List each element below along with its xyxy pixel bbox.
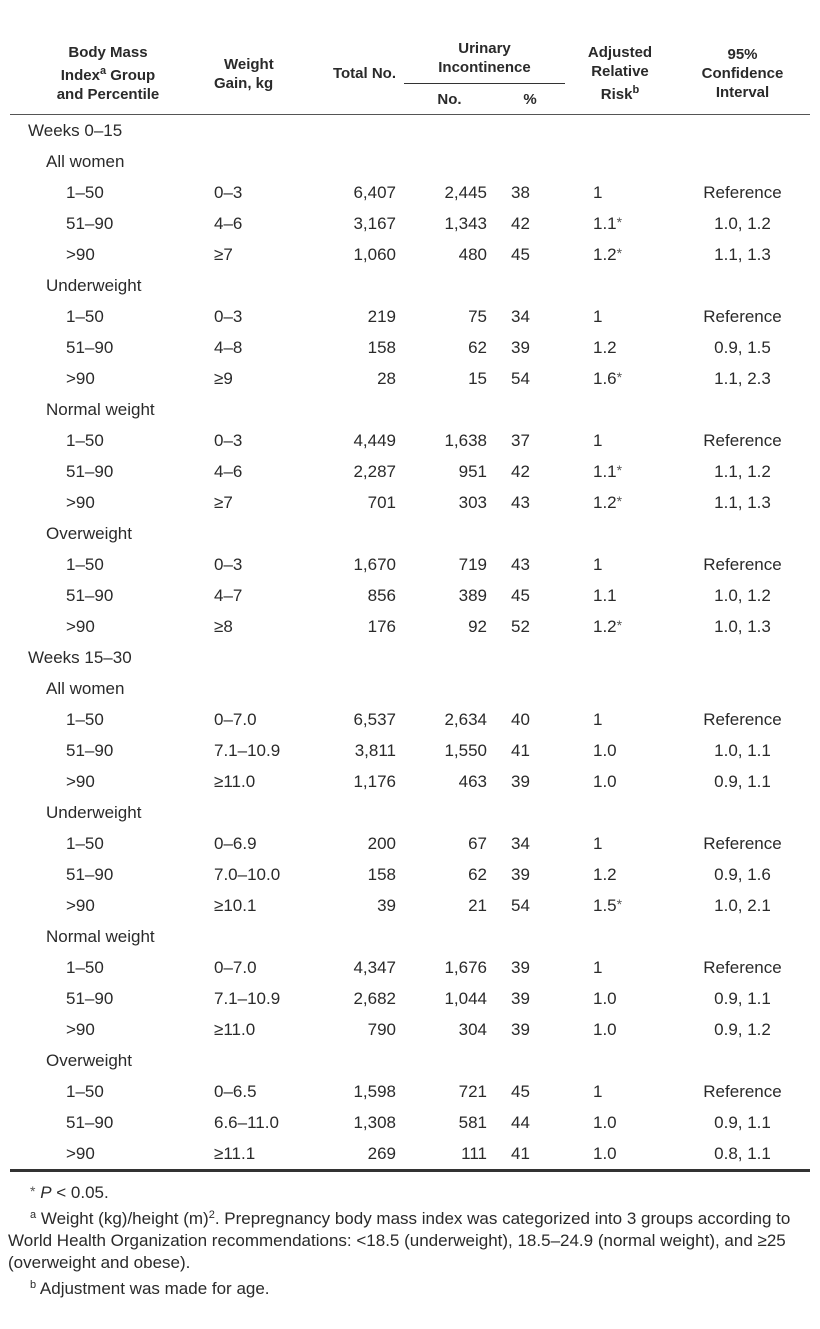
relative-risk-cell [565, 704, 675, 735]
relative-risk-value: 1.2 [593, 616, 617, 636]
table-body [10, 115, 810, 1171]
table-row [10, 983, 810, 1014]
relative-risk-cell [565, 611, 675, 642]
total-cell: 2,287 [353, 461, 396, 481]
header-confidence-interval [675, 33, 810, 115]
confidence-interval-cell: 1.0, 2.1 [714, 895, 771, 915]
percentile-cell: >90 [66, 895, 95, 915]
percentile-cell: >90 [66, 368, 95, 388]
group-label: All women [46, 151, 125, 171]
group-row [10, 394, 810, 425]
incontinence-no-cell: 1,343 [444, 213, 487, 233]
relative-risk-value: 1.2 [593, 337, 617, 357]
incontinence-no-cell: 463 [458, 771, 487, 791]
section-label: Weeks 0–15 [28, 120, 123, 140]
incontinence-no-cell: 951 [458, 461, 487, 481]
percentile-cell: >90 [66, 244, 95, 264]
total-cell: 1,670 [353, 554, 396, 574]
header-no-label: No. [437, 90, 462, 108]
footnote-a [8, 1204, 810, 1274]
total-cell: 176 [367, 616, 396, 636]
weight-gain-cell: 0–3 [214, 182, 243, 202]
weight-gain-cell: 4–6 [214, 213, 243, 233]
table-row [10, 952, 810, 983]
incontinence-no-cell: 1,044 [444, 988, 487, 1008]
table-row [10, 332, 810, 363]
weight-gain-cell: 0–6.9 [214, 833, 257, 853]
confidence-interval-cell: 1.0, 1.3 [714, 616, 771, 636]
group-label: Underweight [46, 275, 142, 295]
percentile-cell: 51–90 [66, 461, 114, 481]
weight-gain-cell: 4–6 [214, 461, 243, 481]
group-row [10, 146, 810, 177]
relative-risk-value: 1.6 [593, 368, 617, 388]
relative-risk-cell [565, 580, 675, 611]
incontinence-pct-cell: 39 [511, 988, 530, 1008]
percentile-cell: 51–90 [66, 585, 114, 605]
incontinence-pct-cell: 42 [511, 461, 530, 481]
incontinence-no-cell: 75 [468, 306, 487, 326]
confidence-interval-cell: Reference [703, 709, 782, 729]
group-row [10, 518, 810, 549]
confidence-interval-cell: Reference [703, 1081, 782, 1101]
total-cell: 6,407 [353, 182, 396, 202]
header-adj-line2: Relative [591, 63, 649, 80]
relative-risk-value: 1 [593, 554, 603, 574]
incontinence-no-cell: 62 [468, 337, 487, 357]
weight-gain-cell: 0–3 [214, 306, 243, 326]
header-bmi-group [10, 33, 206, 115]
percentile-cell: 1–50 [66, 833, 104, 853]
header-pct-label: % [523, 90, 537, 108]
table-row [10, 177, 810, 208]
total-cell: 1,060 [353, 244, 396, 264]
footnote-a-text1: Weight (kg)/height (m) [36, 1209, 209, 1228]
weight-gain-cell: ≥10.1 [214, 895, 257, 915]
confidence-interval-cell: 0.9, 1.1 [714, 1112, 771, 1132]
table-row [10, 301, 810, 332]
percentile-cell: 1–50 [66, 182, 104, 202]
data-table [10, 33, 810, 1172]
total-cell: 39 [377, 895, 396, 915]
incontinence-pct-cell: 39 [511, 337, 530, 357]
table-row [10, 1076, 810, 1107]
relative-risk-value: 1.1 [593, 213, 617, 233]
relative-risk-cell [565, 332, 675, 363]
footnote-a-text2: . Prepregnancy body mass index was categorized into 3 groups according to World Health Organization recommendations: <18.5 (underweight), 18.5–24.9 (normal weight), and ≥25 (overweight and obese). [8, 1209, 791, 1272]
relative-risk-value: 1.2 [593, 492, 617, 512]
table-row [10, 487, 810, 518]
incontinence-no-cell: 67 [468, 833, 487, 853]
incontinence-pct-cell: 52 [511, 616, 530, 636]
group-label: Underweight [46, 802, 142, 822]
weight-gain-cell: 4–7 [214, 585, 243, 605]
relative-risk-cell [565, 487, 675, 518]
relative-risk-cell [565, 859, 675, 890]
weight-gain-cell: 7.0–10.0 [214, 864, 281, 884]
header-weight-gain [206, 33, 294, 115]
group-row [10, 1045, 810, 1076]
header-ci-line3: Interval [715, 84, 770, 101]
relative-risk-cell [565, 735, 675, 766]
relative-risk-value: 1 [593, 182, 603, 202]
confidence-interval-cell: Reference [703, 833, 782, 853]
incontinence-pct-cell: 39 [511, 771, 530, 791]
incontinence-no-cell: 304 [458, 1019, 487, 1039]
incontinence-no-cell: 1,676 [444, 957, 487, 977]
table-row [10, 859, 810, 890]
percentile-cell: 51–90 [66, 864, 114, 884]
confidence-interval-cell: Reference [703, 182, 782, 202]
confidence-interval-cell: 1.0, 1.2 [714, 585, 771, 605]
incontinence-no-cell: 1,550 [444, 740, 487, 760]
table-row [10, 549, 810, 580]
header-ui-line1: Urinary [458, 40, 511, 57]
percentile-cell: >90 [66, 616, 95, 636]
relative-risk-cell [565, 425, 675, 456]
relative-risk-value: 1 [593, 1081, 603, 1101]
header-pct [495, 84, 565, 115]
footnote-star-text: < 0.05. [51, 1183, 109, 1202]
group-label: All women [46, 678, 125, 698]
group-label: Normal weight [46, 399, 155, 419]
header-bmi-line1: Body Mass [68, 44, 148, 61]
table-header [10, 33, 810, 115]
confidence-interval-cell: 1.0, 1.2 [714, 213, 771, 233]
significance-mark: * [616, 616, 623, 633]
header-wg-line1: Weight [224, 55, 274, 73]
weight-gain-cell: ≥11.0 [214, 1019, 256, 1039]
relative-risk-cell [565, 983, 675, 1014]
incontinence-pct-cell: 34 [511, 306, 530, 326]
total-cell: 3,167 [353, 213, 396, 233]
section-row [10, 642, 810, 673]
table-row [10, 828, 810, 859]
total-cell: 1,308 [353, 1112, 396, 1132]
percentile-cell: 51–90 [66, 337, 114, 357]
relative-risk-value: 1.0 [593, 1019, 617, 1039]
footnote-b-mark: b [30, 1279, 37, 1291]
footnote-a-sup2: 2 [208, 1209, 215, 1221]
incontinence-pct-cell: 41 [511, 740, 530, 760]
header-adjusted-relative-risk [565, 33, 675, 115]
header-bmi-line2b: Group [106, 67, 156, 84]
total-cell: 200 [367, 833, 396, 853]
confidence-interval-cell: Reference [703, 957, 782, 977]
table-row [10, 704, 810, 735]
table-row [10, 425, 810, 456]
confidence-interval-cell: 0.8, 1.1 [675, 1138, 810, 1171]
relative-risk-value: 1 [593, 709, 603, 729]
group-label: Overweight [46, 523, 132, 543]
percentile-cell: 51–90 [66, 1112, 114, 1132]
group-row [10, 270, 810, 301]
weight-gain-cell: ≥7 [214, 492, 233, 512]
relative-risk-cell [565, 456, 675, 487]
total-cell: 4,449 [353, 430, 396, 450]
weight-gain-cell: 6.6–11.0 [214, 1112, 279, 1132]
percentile-cell: 1–50 [66, 554, 104, 574]
weight-gain-cell: 0–3 [214, 430, 243, 450]
relative-risk-value: 1.1 [593, 585, 617, 605]
relative-risk-cell [565, 1076, 675, 1107]
header-adj-line3: Risk [600, 86, 633, 103]
incontinence-no-cell: 303 [458, 492, 487, 512]
header-adj-line1: Adjusted [587, 44, 653, 61]
total-cell: 6,537 [353, 709, 396, 729]
confidence-interval-cell: 0.9, 1.1 [714, 771, 771, 791]
total-cell: 1,176 [353, 771, 396, 791]
incontinence-no-cell: 92 [468, 616, 487, 636]
header-bmi-sup: a [99, 65, 107, 77]
incontinence-pct-cell: 38 [511, 182, 530, 202]
weight-gain-cell: 0–3 [214, 554, 243, 574]
table-row [10, 363, 810, 394]
group-row [10, 797, 810, 828]
total-cell: 3,811 [354, 740, 396, 760]
group-label: Normal weight [46, 926, 155, 946]
header-ci-line1: 95% [727, 46, 758, 63]
incontinence-pct-cell: 54 [511, 368, 530, 388]
confidence-interval-cell: 0.9, 1.1 [714, 988, 771, 1008]
percentile-cell: 51–90 [66, 213, 114, 233]
percentile-cell: >90 [10, 1138, 206, 1171]
incontinence-no-cell: 721 [458, 1081, 487, 1101]
relative-risk-value: 1.0 [593, 771, 617, 791]
incontinence-no-cell: 480 [458, 244, 487, 264]
weight-gain-cell: ≥8 [214, 616, 233, 636]
significance-mark: * [616, 368, 623, 385]
confidence-interval-cell: 1.1, 2.3 [714, 368, 771, 388]
percentile-cell: >90 [66, 1019, 95, 1039]
total-cell: 701 [367, 492, 396, 512]
group-label: Overweight [46, 1050, 132, 1070]
weight-gain-cell: 7.1–10.9 [214, 740, 281, 760]
incontinence-pct-cell: 39 [511, 864, 530, 884]
header-bmi-line2a: Index [60, 67, 100, 84]
incontinence-no-cell: 111 [404, 1138, 495, 1171]
table-row [10, 1107, 810, 1138]
footnotes [8, 1180, 810, 1300]
group-row [10, 921, 810, 952]
incontinence-no-cell: 2,445 [444, 182, 487, 202]
table-row [10, 239, 810, 270]
total-cell: 2,682 [353, 988, 396, 1008]
table-row [10, 766, 810, 797]
weight-gain-cell: 0–7.0 [214, 957, 257, 977]
incontinence-no-cell: 21 [468, 895, 487, 915]
incontinence-pct-cell: 44 [511, 1112, 530, 1132]
relative-risk-cell [565, 549, 675, 580]
incontinence-no-cell: 1,638 [444, 430, 487, 450]
incontinence-pct-cell: 41 [495, 1138, 565, 1171]
footnote-significance [30, 1180, 810, 1204]
relative-risk-value: 1.2 [593, 864, 617, 884]
total-cell: 219 [367, 306, 396, 326]
relative-risk-cell [565, 301, 675, 332]
relative-risk-value: 1.0 [593, 740, 617, 760]
total-cell: 790 [367, 1019, 396, 1039]
relative-risk-cell [565, 1138, 675, 1171]
incontinence-pct-cell: 39 [511, 1019, 530, 1039]
incontinence-pct-cell: 34 [511, 833, 530, 853]
footnote-b [30, 1274, 810, 1300]
incontinence-no-cell: 719 [458, 554, 487, 574]
relative-risk-cell [565, 1107, 675, 1138]
header-total [294, 33, 404, 115]
table-row [10, 735, 810, 766]
relative-risk-cell [565, 208, 675, 239]
header-ui-line2: Incontinence [438, 59, 531, 76]
significance-mark: * [616, 461, 623, 478]
relative-risk-cell [565, 1014, 675, 1045]
incontinence-pct-cell: 37 [511, 430, 530, 450]
incontinence-pct-cell: 54 [511, 895, 530, 915]
percentile-cell: >90 [66, 492, 95, 512]
significance-mark: * [616, 213, 623, 230]
relative-risk-value: 1.1 [593, 461, 617, 481]
incontinence-pct-cell: 45 [511, 1081, 530, 1101]
relative-risk-cell [565, 890, 675, 921]
incontinence-no-cell: 62 [468, 864, 487, 884]
confidence-interval-cell: 0.9, 1.2 [714, 1019, 771, 1039]
total-cell: 28 [377, 368, 396, 388]
relative-risk-value: 1.2 [593, 244, 617, 264]
footnote-b-text: Adjustment was made for age. [36, 1279, 270, 1298]
incontinence-no-cell: 2,634 [444, 709, 487, 729]
relative-risk-value: 1.5 [593, 895, 617, 915]
percentile-cell: 1–50 [66, 306, 104, 326]
relative-risk-value: 1 [593, 833, 603, 853]
incontinence-no-cell: 581 [458, 1112, 487, 1132]
header-total-label: Total No. [332, 65, 396, 82]
table-row [10, 890, 810, 921]
relative-risk-value: 1.0 [593, 1143, 617, 1163]
table-row [10, 456, 810, 487]
confidence-interval-cell: Reference [703, 554, 782, 574]
significance-mark: * [616, 492, 623, 509]
incontinence-pct-cell: 40 [511, 709, 530, 729]
table-row [10, 580, 810, 611]
significance-mark: * [616, 895, 623, 912]
confidence-interval-cell: 1.1, 1.3 [714, 492, 771, 512]
total-cell: 158 [367, 864, 396, 884]
relative-risk-cell [565, 952, 675, 983]
relative-risk-cell [565, 363, 675, 394]
total-cell: 4,347 [353, 957, 396, 977]
table-row [10, 611, 810, 642]
header-ci-line2: Confidence [701, 65, 784, 82]
percentile-cell: 1–50 [66, 430, 104, 450]
header-no [404, 84, 495, 115]
weight-gain-cell: ≥7 [214, 244, 233, 264]
confidence-interval-cell: Reference [703, 306, 782, 326]
group-row [10, 673, 810, 704]
section-label: Weeks 15–30 [28, 647, 132, 667]
section-row [10, 115, 810, 147]
total-cell: 1,598 [353, 1081, 396, 1101]
weight-gain-cell: ≥9 [214, 368, 233, 388]
percentile-cell: 51–90 [66, 988, 114, 1008]
relative-risk-cell [565, 766, 675, 797]
total-cell: 856 [367, 585, 396, 605]
table-row [10, 208, 810, 239]
relative-risk-value: 1 [593, 957, 603, 977]
confidence-interval-cell: 0.9, 1.6 [714, 864, 771, 884]
percentile-cell: 51–90 [66, 740, 114, 760]
incontinence-pct-cell: 43 [511, 492, 530, 512]
weight-gain-cell: ≥11.0 [214, 771, 256, 791]
percentile-cell: 1–50 [66, 957, 104, 977]
total-cell: 269 [294, 1138, 404, 1171]
footnote-star-mark: * [30, 1183, 36, 1199]
percentile-cell: 1–50 [66, 1081, 104, 1101]
incontinence-pct-cell: 43 [511, 554, 530, 574]
incontinence-pct-cell: 45 [511, 244, 530, 264]
weight-gain-cell: 0–6.5 [214, 1081, 257, 1101]
relative-risk-value: 1.0 [593, 1112, 617, 1132]
header-wg-line2: Gain, kg [214, 74, 274, 92]
weight-gain-cell: 7.1–10.9 [214, 988, 281, 1008]
relative-risk-cell [565, 828, 675, 859]
incontinence-no-cell: 15 [468, 368, 487, 388]
confidence-interval-cell: Reference [703, 430, 782, 450]
relative-risk-value: 1 [593, 306, 603, 326]
total-cell: 158 [367, 337, 396, 357]
incontinence-pct-cell: 45 [511, 585, 530, 605]
relative-risk-value: 1.0 [593, 988, 617, 1008]
confidence-interval-cell: 1.1, 1.2 [714, 461, 771, 481]
footnote-a-mark: a [30, 1209, 37, 1221]
incontinence-pct-cell: 39 [511, 957, 530, 977]
incontinence-pct-cell: 42 [511, 213, 530, 233]
header-adj-sup: b [632, 84, 640, 96]
header-urinary-incontinence [404, 33, 565, 84]
weight-gain-cell: ≥11.1 [206, 1138, 294, 1171]
weight-gain-cell: 0–7.0 [214, 709, 257, 729]
percentile-cell: 1–50 [66, 709, 104, 729]
weight-gain-cell: 4–8 [214, 337, 243, 357]
table-row [10, 1014, 810, 1045]
confidence-interval-cell: 0.9, 1.5 [714, 337, 771, 357]
footnote-p-symbol: P [40, 1183, 52, 1202]
header-bmi-line3: and Percentile [56, 86, 160, 103]
table-row [10, 1138, 810, 1171]
confidence-interval-cell: 1.1, 1.3 [714, 244, 771, 264]
percentile-cell: >90 [66, 771, 95, 791]
relative-risk-cell [565, 177, 675, 208]
incontinence-no-cell: 389 [458, 585, 487, 605]
relative-risk-value: 1 [593, 430, 603, 450]
significance-mark: * [616, 244, 623, 261]
confidence-interval-cell: 1.0, 1.1 [714, 740, 771, 760]
relative-risk-cell [565, 239, 675, 270]
